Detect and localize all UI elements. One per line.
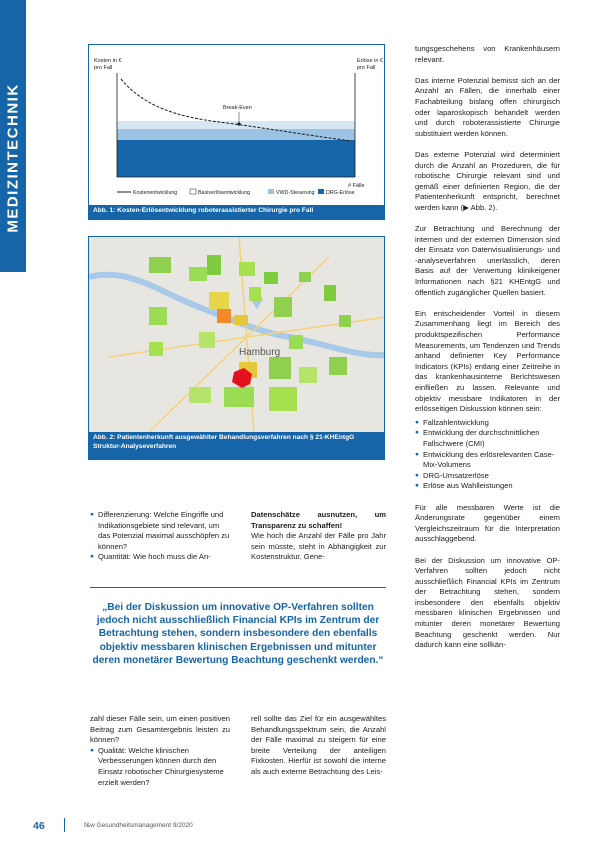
- legend-label-vwd: VWD-Steuerung: [276, 190, 315, 196]
- bullet-quantitaet: ● Quantität: Wie hoch muss die An-: [90, 552, 230, 563]
- col3-p1: tungsgeschehens von Krankenhäusern relevant.: [415, 44, 560, 64]
- col1-upper-text: [90, 510, 230, 563]
- bullet-differenzierung: ● Differenzierung: Welche Eingriffe und Indikationsgebiete sind relevant, um das Potenzial maximal ausschöpfen zu können?: [90, 510, 230, 552]
- chart-legend: [117, 189, 355, 196]
- col3-p4: Zur Betrachtung und Berechnung der internen und der externen Dimension sind der Einsatz von Datenvisualisierungs- und -analyseverfahren unerlässlich, deren Basis auf der Verwertung klinikeigener Informationen nach §21 KHEntgG und öffentlich zugänglicher Quellen basiert.: [415, 224, 560, 297]
- figure-1-cost-revenue-chart: [88, 44, 385, 220]
- section-tab-label: MEDIZINTECHNIK: [4, 83, 22, 233]
- page-number: 46: [33, 820, 45, 832]
- col3-p2: Das interne Potenzial bemisst sich an der Anzahl an Fällen, die innerhalb einer Fachabteilung bislang offen chirurgisch oder laparoskopisch behandelt werden und durch roboterassistierte Chirurgie substituiert werden können.: [415, 75, 560, 138]
- col1-lower-text: [90, 714, 230, 788]
- vwd-band: [117, 129, 355, 140]
- legend-label-cost: Kostenentwicklung: [133, 190, 178, 196]
- col3-p6: Für alle messbaren Werte ist die Änderungsrate gegenüber einem Vergleichszeitraum für die Interpretation ausschlaggebend.: [415, 502, 560, 544]
- map-svg: [89, 237, 385, 432]
- pull-quote: „Bei der Diskussion um innovative OP-Verfahren sollten jedoch nicht ausschließlich Financial KPIs im Zentrum der Betrachtung stehen, sondern insbesondere den ebenfalls objektiv messbaren klinischen Ergebnissen und mitunter deren monetärer Bewertung Beachtung geschenkt werden.“: [92, 602, 384, 666]
- kpi-item: ● Fallzahlentwicklung: [415, 418, 560, 429]
- kpi-item: ● Erlöse aus Wahlleistungen: [415, 481, 560, 492]
- col3-p5: Ein entscheidender Vorteil in diesem Zusammenhang liegt im Bereich des produktspezifischen Performance Measurements, um Tendenzen und Trends anhand definierter Key Performance Indicators (KPIs) entlang einer Zeitreihe in das krankenhausinterne Berichtswesen einfließen zu lassen. Relevante und objektiv messbare Indikatoren in der erlösseitigen Diskussion können sein:: [415, 308, 560, 414]
- left-axis-label-2: pro Fall: [94, 65, 113, 71]
- col3-text: [415, 44, 560, 661]
- section-heading: Datenschätze ausnutzen, um Transparenz zu schaffen!: [251, 510, 386, 530]
- kpi-item: ● DRG-Umsatzerlöse: [415, 471, 560, 482]
- col2-para1: Wie hoch die Anzahl der Fälle pro Jahr sein müsste, steht in Abhängigkeit zur Kostenstruktur. Gene-: [251, 531, 386, 562]
- col2-para2: rell sollte das Ziel für ein ausgewähltes Behandlungsspektrum sein, die Anzahl der Fälle maximal zu steigern für eine breite Verteilung der anteiligen Fixkosten. Hierfür ist sowohl die interne als auch externe Betrachtung des Leis-: [251, 714, 386, 776]
- figure-1-svg: [89, 45, 386, 205]
- left-axis-label-1: Kosten in €: [94, 58, 122, 64]
- legend-label-drg: DRG-Erlöse: [326, 190, 355, 196]
- kpi-item: ● Entwicklung der durchschnittlichen Fallschwere (CMI): [415, 428, 560, 449]
- base-revenue-band: [117, 121, 355, 129]
- legend-label-base: Basiserlösentwicklung: [198, 190, 251, 196]
- col3-p7: Bei der Diskussion um innovative OP-Verfahren sollten jedoch nicht ausschließlich Financial KPIs im Zentrum der Betrachtung stehen, sondern insbesondere den ebenfalls objektiv messbaren klinischen Ergebnissen und mitunter deren monetärer Bewertung Beachtung geschenkt werden. Nur dadurch kann eine sollkän-: [415, 555, 560, 650]
- bullet-qualitaet: ● Qualität: Welche klinischen Verbesserungen können durch den Einsatz robotischer Chirurgiesysteme erzielt werden?: [90, 746, 230, 788]
- x-axis-label: # Fälle: [348, 183, 365, 189]
- right-axis-label-2: pro Fall: [357, 65, 376, 71]
- break-even-label: Break-Even: [223, 105, 252, 111]
- right-axis-label-1: Erlöse in €: [357, 58, 383, 64]
- legend-swatch-vwd: [268, 189, 274, 194]
- figure-2-caption: Abb. 2: Patientenherkunft ausgewählter Behandlungsverfahren nach § 21-KHEntgG Struktur-Analyseverfahren: [89, 432, 384, 459]
- figure-2-patient-origin-map: [88, 236, 385, 460]
- col2-lower-text: [251, 714, 386, 778]
- col3-p3: Das externe Potenzial wird determiniert durch die Anzahl an Prozeduren, die für robotische Chirurgie relevant sind und gemäß einer definierten Region, die der Patientenherkunft entspricht, berechnet werden kann (▶ Abb. 2).: [415, 149, 560, 212]
- journal-name: f&w Gesundheitsmanagement 9/2020: [84, 822, 193, 829]
- footer-separator: [64, 818, 65, 832]
- section-tab: [0, 0, 26, 272]
- col1-cont-text: zahl dieser Fälle sein, um einen positiven Beitrag zum Gesamtergebnis leisten zu können?: [90, 714, 230, 745]
- quote-rule: [90, 587, 386, 588]
- kpi-item: ● Entwicklung des erlösrelevanten Case-Mix-Volumens: [415, 450, 560, 471]
- legend-swatch-drg: [318, 189, 324, 194]
- kpi-list: [415, 418, 560, 492]
- figure-1-caption: Abb. 1: Kosten-Erlösentwicklung roboterassistierter Chirurgie pro Fall: [89, 205, 384, 219]
- drg-revenue-band: [117, 140, 355, 177]
- col2-upper-text: [251, 510, 386, 563]
- map-city-label: Hamburg: [239, 347, 281, 358]
- legend-swatch-base: [190, 189, 196, 194]
